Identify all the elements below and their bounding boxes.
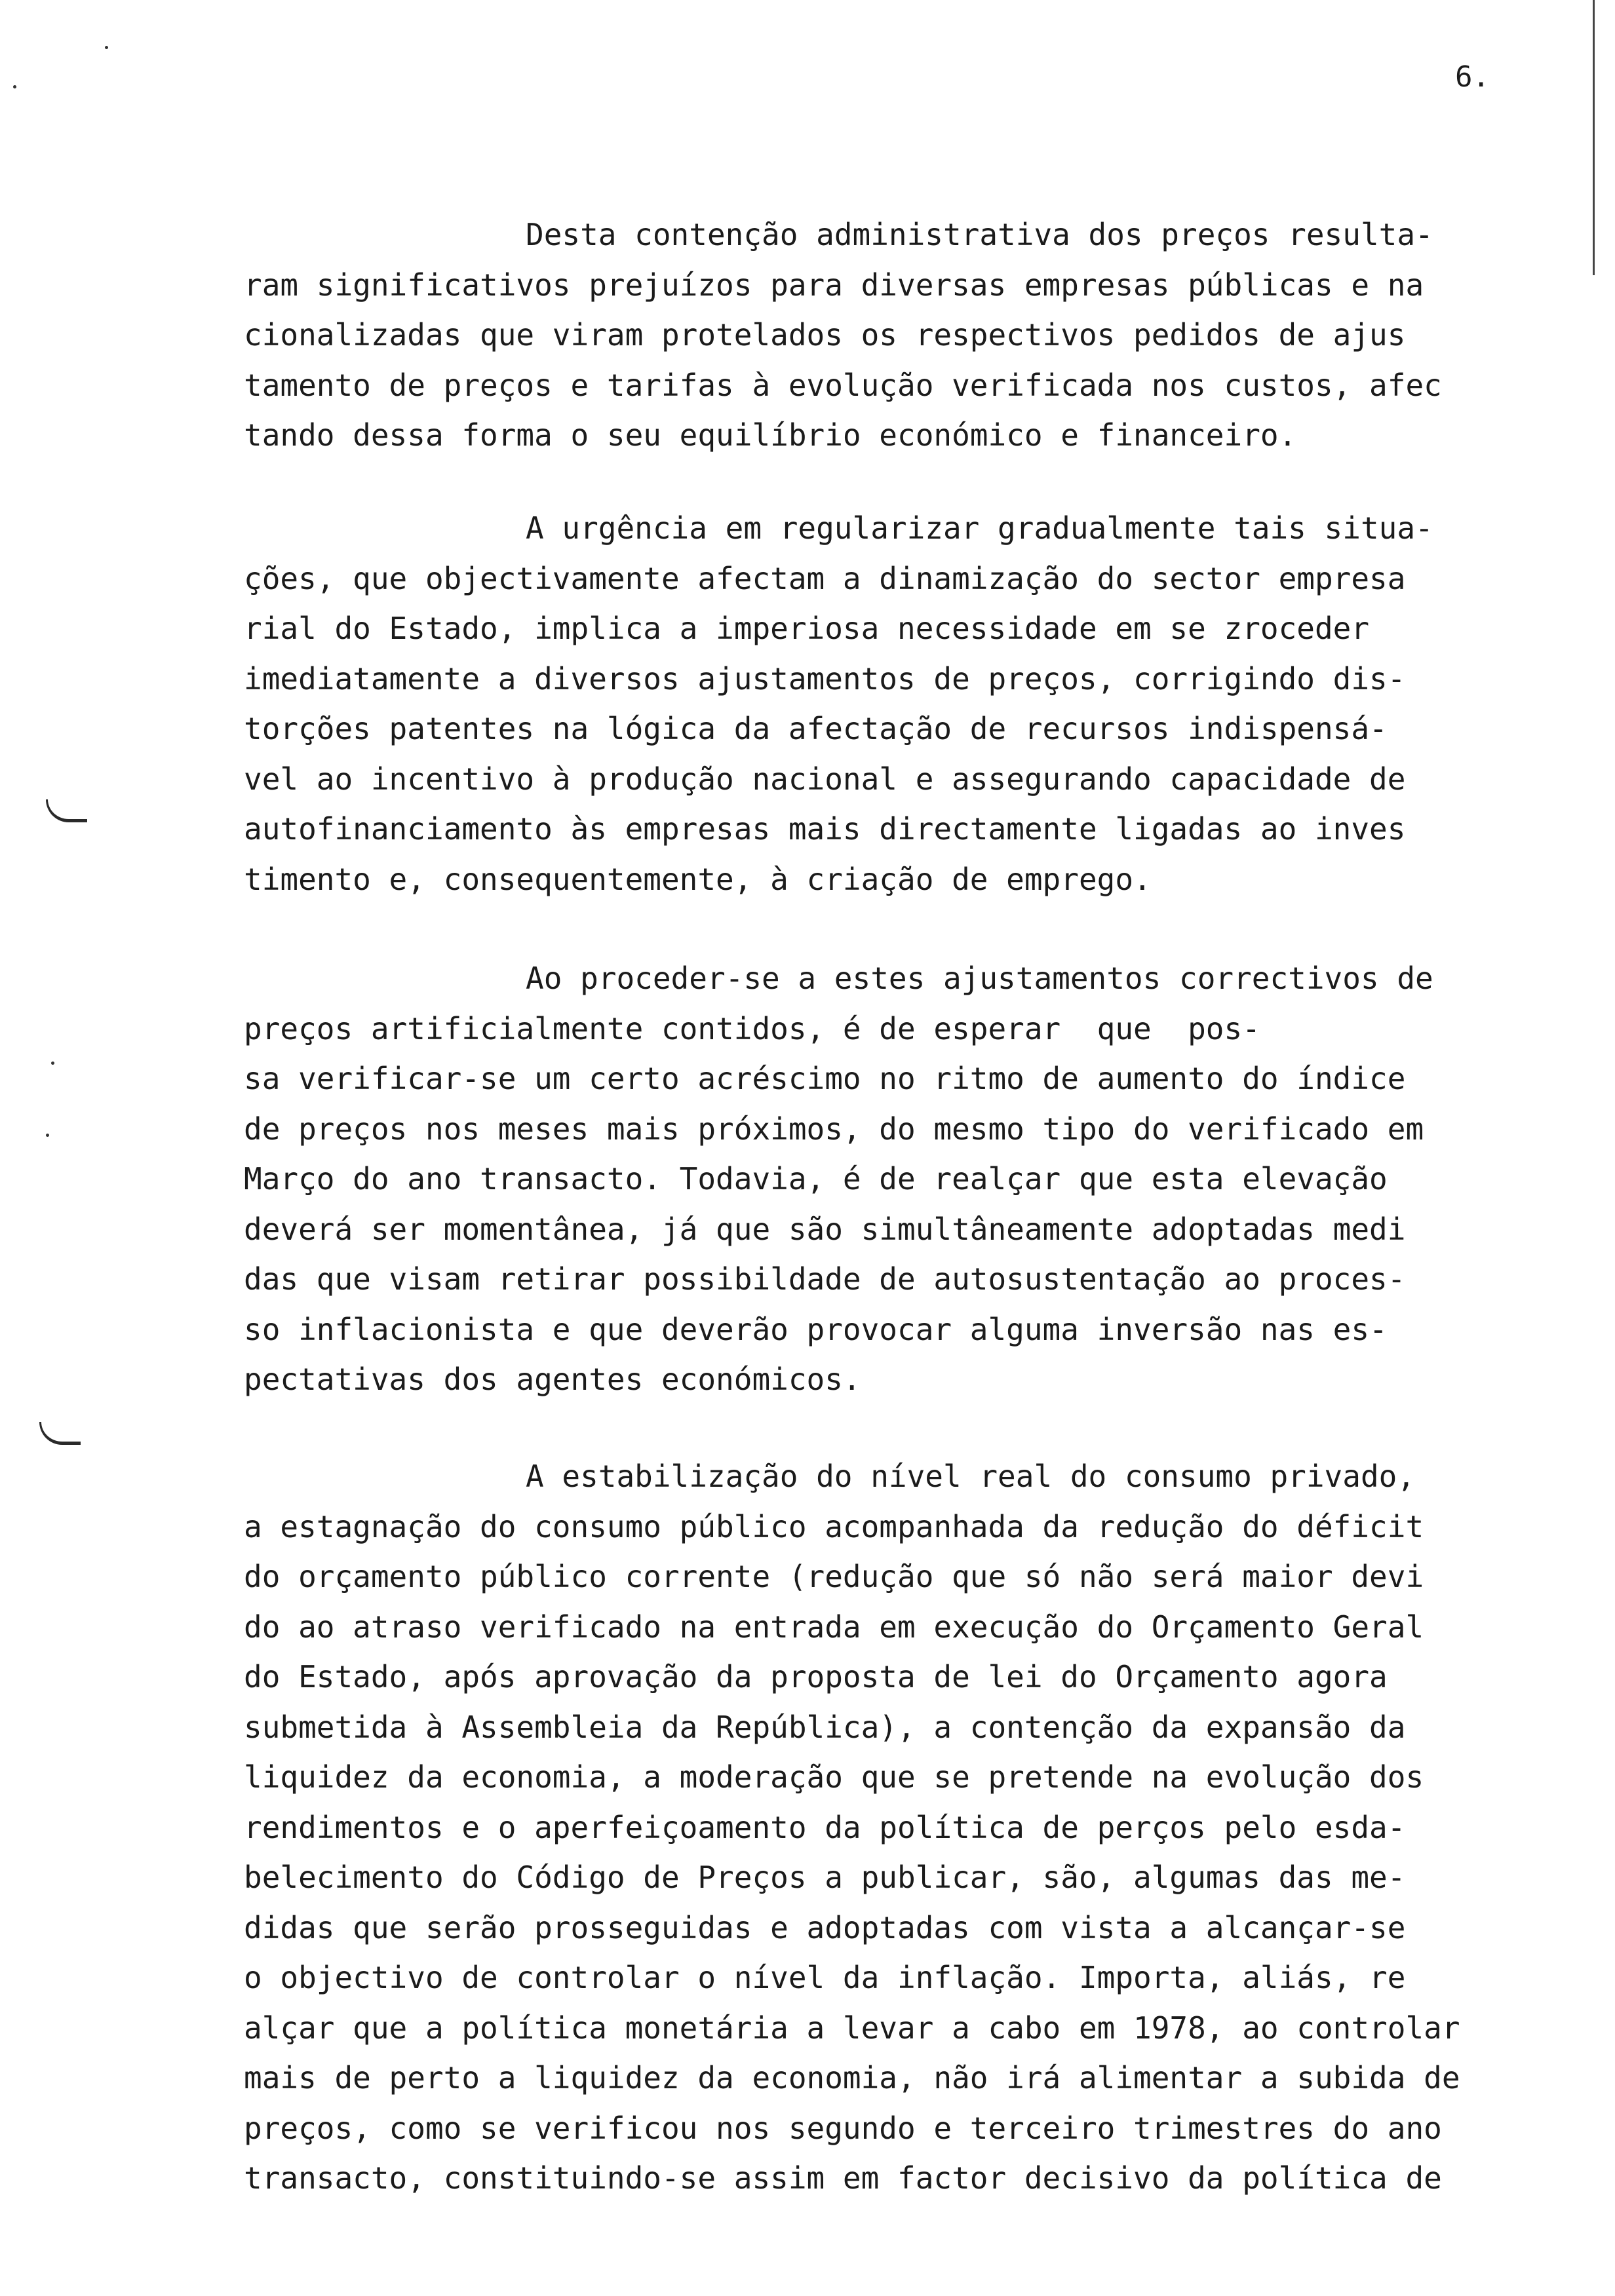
text-line: timento e, consequentemente, à criação de emprego. <box>244 861 1152 897</box>
paragraph-2 <box>244 503 1542 904</box>
text-line: do ao atraso verificado na entrada em execução do Orçamento Geral <box>244 1609 1424 1645</box>
text-line: cionalizadas que viram protelados os respectivos pedidos de ajus <box>244 317 1406 353</box>
scan-edge-line <box>1593 0 1595 275</box>
text-line: tando dessa forma o seu equilíbrio económico e financeiro. <box>244 417 1297 453</box>
scan-speck <box>51 1062 54 1065</box>
text-line: o objectivo de controlar o nível da inflação. Importa, aliás, re <box>244 1960 1406 1995</box>
text-line: Março do ano transacto. Todavia, é de realçar que esta elevação <box>244 1161 1388 1196</box>
text-line: submetida à Assembleia da República), a contenção da expansão da <box>244 1709 1406 1745</box>
text-line: sa verificar-se um certo acréscimo no ritmo de aumento do índice <box>244 1061 1406 1096</box>
paragraph-4 <box>244 1451 1542 2204</box>
text-line: belecimento do Código de Preços a publicar, são, algumas das me- <box>244 1860 1406 1895</box>
text-line: de preços nos meses mais próximos, do mesmo tipo do verificado em <box>244 1111 1424 1147</box>
text-line: torções patentes na lógica da afectação de recursos indispensá- <box>244 711 1388 746</box>
text-line: rendimentos e o aperfeiçoamento da política de perços pelo esda- <box>244 1809 1406 1845</box>
text-line: a estagnação do consumo público acompanhada da redução do déficit <box>244 1508 1424 1544</box>
margin-hole-mark <box>46 799 87 822</box>
scan-speck <box>46 1134 49 1137</box>
text-line: transacto, constituindo-se assim em factor decisivo da política de <box>244 2160 1442 2196</box>
text-line: A urgência em regularizar gradualmente tais situa- <box>526 510 1433 546</box>
text-line: autofinanciamento às empresas mais directamente ligadas ao inves <box>244 811 1406 847</box>
page-number: 6. <box>1455 60 1490 94</box>
text-line: A estabilização do nível real do consumo privado, <box>526 1459 1416 1494</box>
text-line: alçar que a política monetária a levar a cabo em 1978, ao controlar <box>244 2010 1460 2046</box>
text-line: didas que serão prosseguidas e adoptadas com vista a alcançar-se <box>244 1909 1406 1945</box>
scan-speck <box>13 85 16 88</box>
margin-hole-mark <box>39 1422 81 1445</box>
text-line: tamento de preços e tarifas à evolução verificada nos custos, afec <box>244 367 1442 403</box>
text-line: preços artificialmente contidos, é de esperar que pos- <box>244 1010 1260 1046</box>
text-line: preços, como se verificou nos segundo e terceiro trimestres do ano <box>244 2110 1442 2146</box>
text-line: rial do Estado, implica a imperiosa necessidade em se zroceder <box>244 611 1370 646</box>
scan-speck <box>105 46 108 49</box>
paragraph-1 <box>244 210 1542 461</box>
text-line: imediatamente a diversos ajustamentos de preços, corrigindo dis- <box>244 660 1406 697</box>
text-line: Ao proceder-se a estes ajustamentos correctivos de <box>526 961 1433 996</box>
text-line: pectativas dos agentes económicos. <box>244 1362 861 1397</box>
text-line: so inflacionista e que deverão provocar alguma inversão nas es- <box>244 1311 1388 1347</box>
text-line: ções, que objectivamente afectam a dinamização do sector empresa <box>244 560 1406 596</box>
text-line: mais de perto a liquidez da economia, não irá alimentar a subida de <box>244 2060 1460 2095</box>
text-line: das que visam retirar possibildade de autosustentação ao proces- <box>244 1261 1406 1297</box>
text-line: do Estado, após aprovação da proposta de lei do Orçamento agora <box>244 1659 1388 1694</box>
text-line: vel ao incentivo à produção nacional e assegurando capacidade de <box>244 761 1406 797</box>
text-line: ram significativos prejuízos para diversas empresas públicas e na <box>244 267 1424 303</box>
text-line: do orçamento público corrente (redução que só não será maior devi <box>244 1559 1424 1594</box>
text-line: Desta contenção administrativa dos preços resulta- <box>526 217 1433 252</box>
text-line: deverá ser momentânea, já que são simultâneamente adoptadas medi <box>244 1211 1406 1247</box>
text-line: liquidez da economia, a moderação que se pretende na evolução dos <box>244 1759 1424 1795</box>
paragraph-3 <box>244 953 1542 1405</box>
